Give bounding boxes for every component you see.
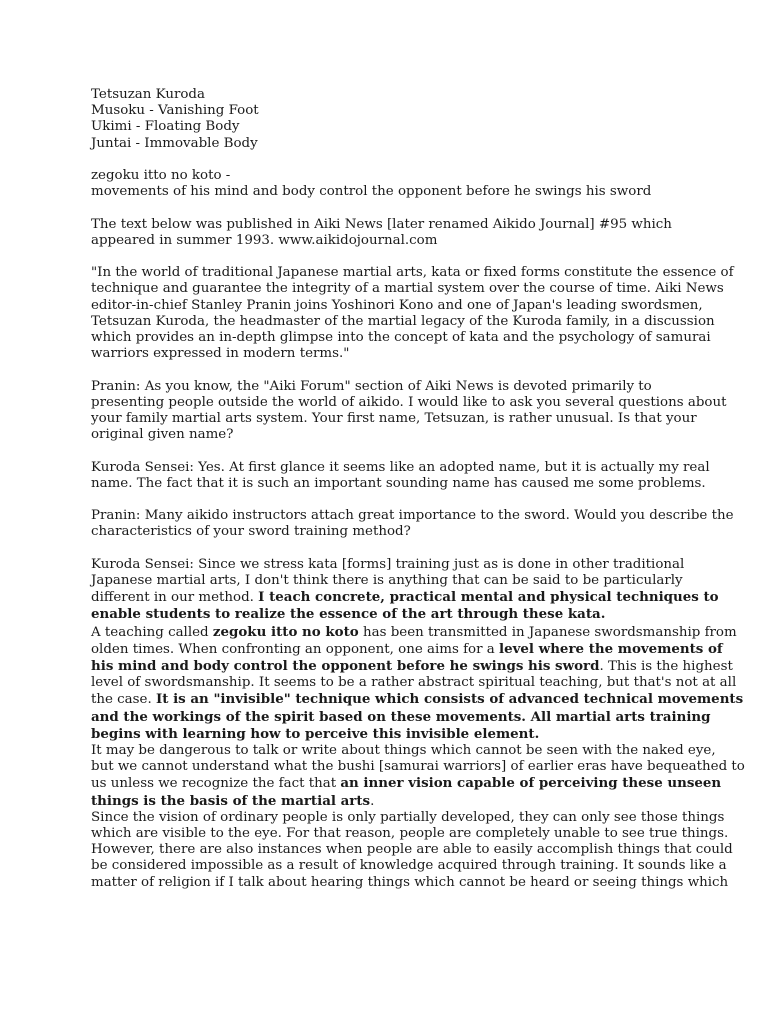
text-line: presenting people outside the world of aikido. I would like to ask you several questions about [91,394,727,410]
answer-paragraph-1 [91,459,710,492]
bold-text: and the workings of the spirit based on these movements. All martial arts training [91,708,711,725]
text-line: editor-in-chief Stanley Pranin joins Yoshinori Kono and one of Japan's leading swordsmen, [91,297,703,313]
title-block [91,87,691,152]
text-line [91,708,711,726]
answer-paragraph-2 [91,556,745,891]
text-line: Pranin: Many aikido instructors attach great importance to the sword. Would you describe the [91,508,734,524]
text-line [91,640,723,658]
bold-text: begins with learning how to perceive this invisible element. [91,725,540,742]
text-line: The text below was published in Aiki News [later renamed Aikido Journal] #95 which [91,216,672,232]
text-line: Kuroda Sensei: Yes. At first glance it seems like an adopted name, but it is actually my real [91,459,710,475]
text-line: Pranin: As you know, the "Aiki Forum" section of Aiki News is devoted primarily to [91,378,652,394]
bold-text: an inner vision capable of perceiving these unseen [340,775,722,792]
text-line [91,658,733,675]
text-run: olden times. When confronting an opponent, one aims for a [91,641,500,657]
intro-paragraph [91,265,734,362]
text-line [91,775,722,792]
text-line: level of swordsmanship. It seems to be a rather abstract spiritual teaching, but that's not at all [91,675,737,691]
text-line: matter of religion if I talk about hearing things which cannot be heard or seeing things which [91,874,729,890]
text-run: A teaching called [91,624,213,640]
text-line [91,589,719,606]
bold-text: zegoku itto no koto [212,623,359,640]
text-line: Kuroda Sensei: Since we stress kata [forms] training just as is done in other traditional [91,556,685,572]
bold-text: It is an "invisible" technique which consists of advanced technical movements [155,691,744,708]
bold-text: things is the basis of the martial arts [91,792,371,809]
question-paragraph-1 [91,378,727,444]
title-name: Tetsuzan Kuroda [91,87,205,102]
text-line: Since the vision of ordinary people is only partially developed, they can only see those things [91,809,725,825]
text-run: has been transmitted in Japanese swordsmanship from [358,624,737,640]
text-line: your family martial arts system. Your first name, Tetsuzan, is rather unusual. Is that your [91,411,697,426]
source-paragraph [91,217,691,249]
question-paragraph-2 [91,508,734,540]
zegoku-term: zegoku itto no koto - [91,168,231,183]
text-line: but we cannot understand what the bushi [samurai warriors] of earlier eras have bequeathed to [91,759,745,775]
title-musoku: Musoku - Vanishing Foot [91,103,259,119]
zegoku-definition: movements of his mind and body control the opponent before he swings his sword [91,184,652,200]
text-line: original given name? [91,427,234,443]
text-line: characteristics of your sword training method? [91,524,411,540]
text-line: appeared in summer 1993. www.aikidojournal.com [91,232,438,248]
text-line: Japanese martial arts, I don't think there is anything that can be said to be particularly [91,572,683,588]
bold-text: enable students to realize the essence of the art through these kata. [91,606,606,623]
text-line: which provides an in-depth glimpse into the concept of kata and the psychology of samurai [91,330,711,345]
text-line: be considered impossible as a result of knowledge acquired through training. It sounds like a [91,858,727,874]
text-run: . This is the highest [599,659,733,674]
text-line [91,691,744,708]
bold-text: I teach concrete, practical mental and physical techniques to [258,589,719,606]
document-page [91,87,745,891]
text-line [91,623,737,641]
text-line: It may be dangerous to talk or write about things which cannot be seen with the naked eye, [91,743,716,759]
text-line: warriors expressed in modern terms." [91,346,350,362]
zegoku-block [91,168,691,200]
title-juntai: Juntai - Immovable Body [91,135,258,151]
text-line [91,793,691,810]
text-line: However, there are also instances when people are able to easily accomplish things that could [91,842,733,858]
text-run: us unless we recognize the fact that [91,776,341,792]
bold-text: his mind and body control the opponent before he swings his sword [91,658,600,674]
bold-text: level where the movements of [499,640,723,657]
title-ukimi: Ukimi - Floating Body [91,119,240,135]
text-run: . [370,793,375,809]
text-run: the case. [91,692,156,708]
text-line: Tetsuzan Kuroda, the headmaster of the martial legacy of the Kuroda family, in a discussion [91,313,715,329]
text-line: name. The fact that it is such an important sounding name has caused me some problems. [91,475,706,491]
text-line: which are visible to the eye. For that reason, people are completely unable to see true things. [91,826,729,842]
text-run: different in our method. [91,590,259,606]
text-line [91,726,691,743]
text-line: technique and guarantee the integrity of a martial system over the course of time. Aiki News [91,281,724,297]
text-line [91,606,691,623]
text-line: "In the world of traditional Japanese martial arts, kata or fixed forms constitute the essence of [91,265,734,281]
